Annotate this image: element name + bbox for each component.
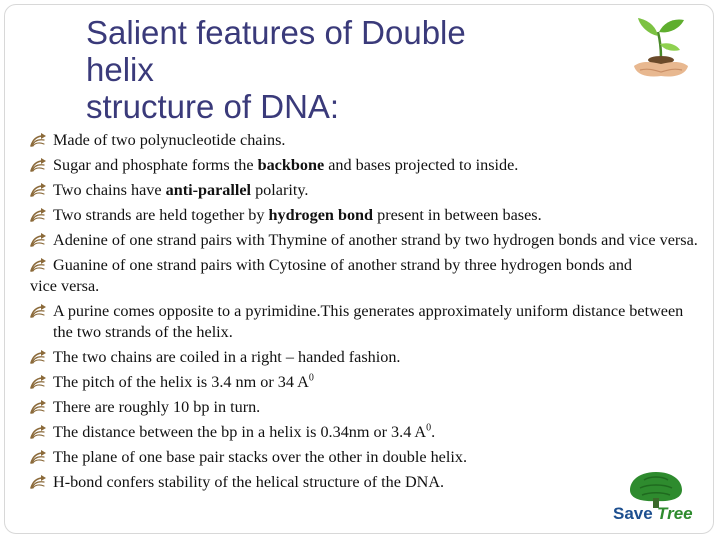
fountain-arrow-icon — [28, 155, 48, 176]
bold-term: anti-parallel — [165, 181, 252, 199]
bullet-text — [53, 255, 702, 276]
bullet-text — [53, 155, 702, 176]
bullet-item — [22, 422, 702, 443]
fountain-arrow-icon — [28, 130, 48, 151]
bullet-text — [30, 276, 702, 297]
bullet-item — [22, 205, 702, 226]
bullet-continuation — [30, 276, 702, 297]
superscript: 0 — [426, 422, 432, 434]
fountain-arrow-icon — [28, 205, 48, 226]
bullet-item — [22, 255, 702, 276]
title-line-3: structure of DNA: — [86, 88, 340, 125]
text-run: vice versa. — [30, 277, 100, 295]
bullet-text — [53, 347, 702, 368]
bold-term: hydrogen bond — [268, 206, 374, 224]
fountain-arrow-icon — [28, 397, 48, 418]
text-run: H-bond confers stability of the helical structure of the DNA. — [53, 473, 445, 491]
superscript: 0 — [308, 372, 314, 384]
text-run: Two strands are held together by — [53, 206, 269, 224]
text-run: Sugar and phosphate forms the — [53, 156, 258, 174]
bullet-item — [22, 230, 702, 251]
bullet-text — [53, 301, 702, 343]
text-run: The distance between the bp in a helix is 0.34nm or 3.4 A — [53, 423, 427, 441]
text-run: The two chains are coiled in a right – handed fashion. — [53, 348, 401, 366]
fountain-arrow-icon — [28, 372, 48, 393]
bullet-item — [22, 155, 702, 176]
text-run: The plane of one base pair stacks over the other in double helix. — [53, 448, 467, 466]
bullet-item — [22, 447, 702, 468]
slide-title — [86, 14, 556, 125]
fountain-arrow-icon — [28, 472, 48, 493]
fountain-arrow-icon — [28, 422, 48, 443]
text-run: . — [431, 423, 436, 441]
bullet-text — [53, 205, 702, 226]
bullet-text — [53, 230, 702, 251]
bullet-text — [53, 180, 702, 201]
text-run: Guanine of one strand pairs with Cytosine of another strand by three hydrogen bonds and — [53, 256, 633, 274]
logo-save-text: Save — [613, 504, 653, 523]
text-run: polarity. — [251, 181, 309, 199]
bullet-item — [22, 347, 702, 368]
text-run: and bases projected to inside. — [324, 156, 519, 174]
title-line-2: helix — [86, 51, 154, 88]
bullet-text — [53, 397, 702, 418]
bullet-item — [22, 472, 702, 493]
text-run: present in between bases. — [373, 206, 542, 224]
text-run: The pitch of the helix is 3.4 nm or 34 A — [53, 373, 309, 391]
bullet-item — [22, 130, 702, 151]
fountain-arrow-icon — [28, 301, 48, 322]
text-run: Made of two polynucleotide chains. — [53, 131, 286, 149]
fountain-arrow-icon — [28, 347, 48, 368]
bullet-text — [53, 472, 702, 493]
logo-tree-text: Tree — [657, 504, 693, 523]
bullet-text — [53, 372, 702, 393]
bullet-item — [22, 301, 702, 343]
bullet-item — [22, 372, 702, 393]
text-run: There are roughly 10 bp in turn. — [53, 398, 261, 416]
bullet-list — [22, 130, 702, 497]
title-line-1: Salient features of Double — [86, 14, 466, 51]
bullet-text — [53, 130, 702, 151]
fountain-arrow-icon — [28, 230, 48, 251]
seedling-in-hands-icon — [630, 14, 692, 80]
bold-term: backbone — [257, 156, 325, 174]
fountain-arrow-icon — [28, 180, 48, 201]
bullet-item — [22, 180, 702, 201]
text-run: Adenine of one strand pairs with Thymine of another strand by two hydrogen bonds and vice versa. — [53, 231, 698, 249]
bullet-item — [22, 397, 702, 418]
fountain-arrow-icon — [28, 255, 48, 276]
bullet-text — [53, 422, 702, 443]
bullet-text — [53, 447, 702, 468]
fountain-arrow-icon — [28, 447, 48, 468]
text-run: A purine comes opposite to a pyrimidine.This generates approximately uniform distance between the two strands of the helix. — [53, 302, 684, 341]
text-run: Two chains have — [53, 181, 166, 199]
